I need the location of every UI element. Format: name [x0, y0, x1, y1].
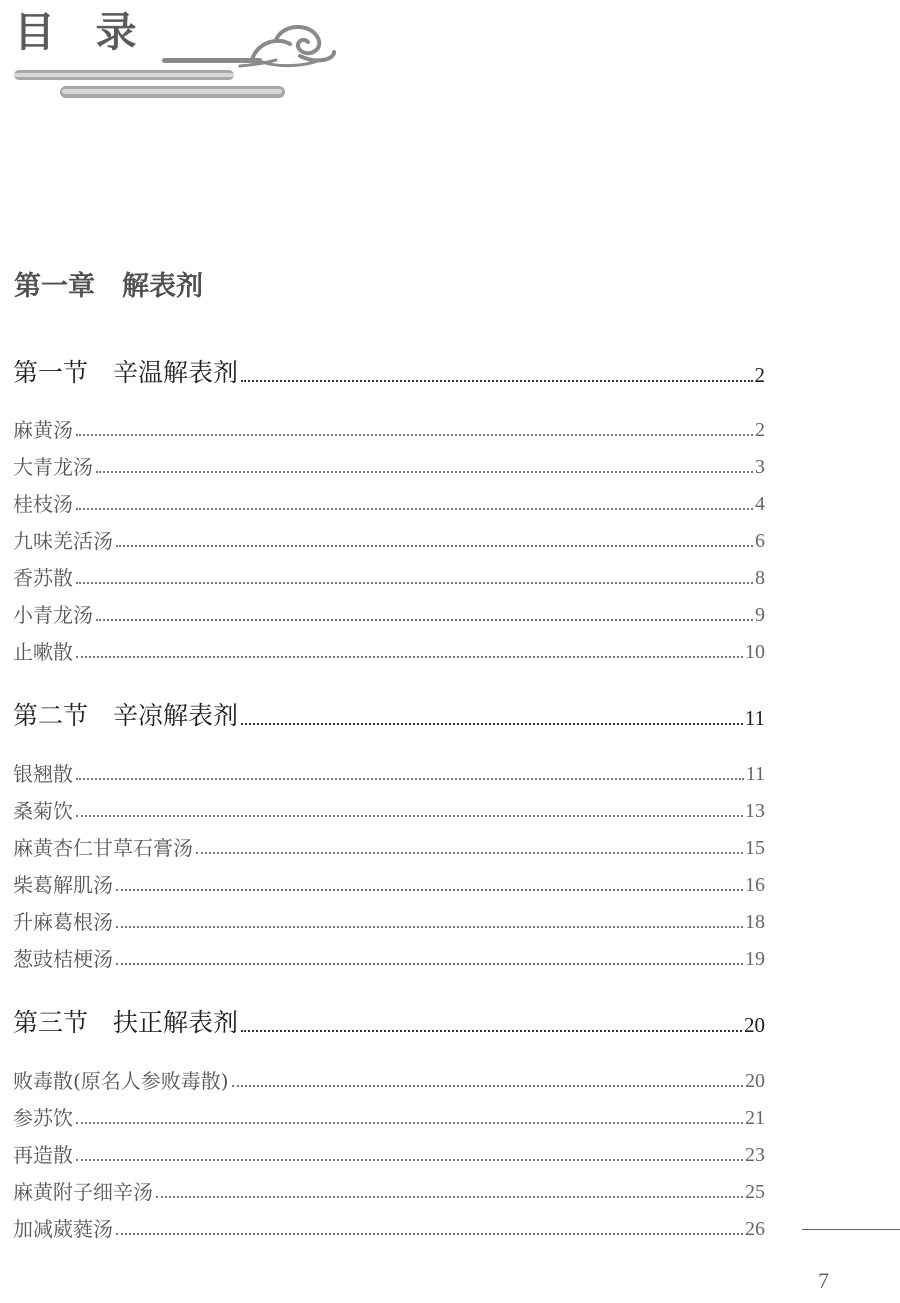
entry-title: 麻黄附子细辛汤	[13, 1180, 153, 1204]
entry-title: 参苏饮	[13, 1106, 73, 1130]
toc-entry[interactable]	[13, 1180, 765, 1204]
page-title: 目 录	[14, 8, 141, 56]
entry-title: 升麻葛根汤	[13, 910, 113, 934]
toc-entry[interactable]	[13, 529, 765, 553]
page-ref: 3	[755, 456, 765, 478]
dot-leader	[96, 471, 753, 473]
dot-leader	[116, 1233, 743, 1235]
toc-entry[interactable]	[13, 1143, 765, 1167]
entry-title: 败毒散(原名人参败毒散)	[13, 1069, 229, 1093]
entry-title: 桑菊饮	[13, 799, 73, 823]
toc-header	[0, 0, 360, 110]
dot-leader	[76, 1122, 743, 1124]
toc-entry[interactable]	[13, 455, 765, 479]
toc-entry[interactable]	[13, 836, 765, 860]
entry-title: 九味羌活汤	[13, 529, 113, 553]
entry-title: 麻黄汤	[13, 418, 73, 442]
toc-section[interactable]	[13, 358, 765, 388]
dot-leader	[76, 1159, 743, 1161]
dot-leader	[76, 656, 743, 658]
toc-entry[interactable]	[13, 640, 765, 664]
toc-entry[interactable]	[13, 603, 765, 627]
page-ref: 19	[745, 948, 765, 970]
toc-entry[interactable]	[13, 1106, 765, 1130]
toc-entry[interactable]	[13, 492, 765, 516]
dot-leader	[76, 508, 753, 510]
dot-leader	[76, 582, 753, 584]
toc-entry[interactable]	[13, 418, 765, 442]
page-number: 7	[818, 1268, 829, 1293]
page-ref: 6	[755, 530, 765, 552]
footer-rule	[802, 1229, 900, 1230]
dot-leader	[116, 545, 753, 547]
entry-title: 麻黄杏仁甘草石膏汤	[13, 836, 193, 860]
toc-entry[interactable]	[13, 1069, 765, 1093]
toc-entry[interactable]	[13, 566, 765, 590]
toc-entry[interactable]	[13, 947, 765, 971]
dot-leader	[116, 926, 743, 928]
dot-leader	[76, 815, 743, 817]
dot-leader	[156, 1196, 743, 1198]
toc-entry[interactable]	[13, 799, 765, 823]
entry-title: 加减葳蕤汤	[13, 1217, 113, 1241]
page-ref: 4	[755, 493, 765, 515]
entry-title: 桂枝汤	[13, 492, 73, 516]
page-ref: 11	[744, 705, 765, 730]
entry-title: 银翘散	[13, 762, 73, 786]
section-title: 第三节 扶正解表剂	[13, 1008, 239, 1037]
page-ref: 2	[755, 419, 765, 441]
toc-section[interactable]	[13, 1008, 765, 1038]
page-ref: 11	[745, 763, 765, 785]
entry-title: 葱豉桔梗汤	[13, 947, 113, 971]
page-ref: 15	[745, 837, 765, 859]
toc-entry[interactable]	[13, 1217, 765, 1241]
dot-leader	[116, 963, 743, 965]
dot-leader	[196, 852, 743, 854]
page-ref: 20	[745, 1070, 765, 1092]
page-ref: 13	[745, 800, 765, 822]
dot-leader	[116, 889, 743, 891]
page-ref: 16	[745, 874, 765, 896]
chapter-title: 第一章 解表剂	[14, 271, 203, 302]
toc-entry[interactable]	[13, 762, 765, 786]
page-ref: 23	[745, 1144, 765, 1166]
page-ref: 9	[755, 604, 765, 626]
dot-leader	[241, 1030, 742, 1032]
dot-leader	[76, 778, 744, 780]
page-ref: 25	[745, 1181, 765, 1203]
entry-title: 大青龙汤	[13, 455, 93, 479]
entry-title: 香苏散	[13, 566, 73, 590]
dot-leader	[96, 619, 753, 621]
page-ref: 2	[754, 362, 765, 387]
section-title: 第二节 辛凉解表剂	[13, 701, 239, 730]
entry-title: 柴葛解肌汤	[13, 873, 113, 897]
toc-entry[interactable]	[13, 910, 765, 934]
toc-entry[interactable]	[13, 873, 765, 897]
page-ref: 18	[745, 911, 765, 933]
page-ref: 26	[745, 1218, 765, 1240]
entry-title: 小青龙汤	[13, 603, 93, 627]
page-ref: 21	[745, 1107, 765, 1129]
page-ref: 10	[745, 641, 765, 663]
entry-title: 再造散	[13, 1143, 73, 1167]
page-ref: 20	[744, 1012, 765, 1037]
section-title: 第一节 辛温解表剂	[13, 358, 239, 387]
entry-title: 止嗽散	[13, 640, 73, 664]
toc-section[interactable]	[13, 701, 765, 731]
dot-leader	[232, 1085, 743, 1087]
dot-leader	[241, 380, 752, 382]
page-ref: 8	[755, 567, 765, 589]
dot-leader	[76, 434, 753, 436]
dot-leader	[241, 723, 743, 725]
